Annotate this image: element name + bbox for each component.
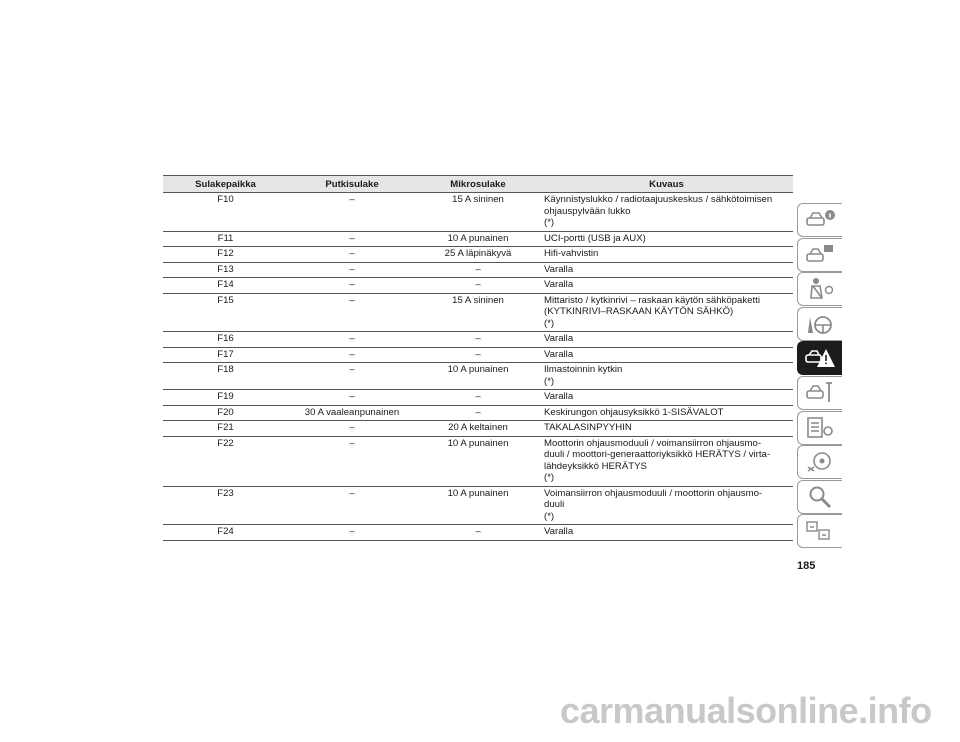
description-line: duuli / moottori-generaattoriyksikkö HERÄTYS / virta- bbox=[544, 449, 771, 460]
cell-cartridge-fuse: – bbox=[288, 525, 416, 541]
chapter-tab-steering-wheel[interactable] bbox=[797, 307, 842, 341]
cell-cartridge-fuse: – bbox=[288, 363, 416, 390]
cell-cavity: F16 bbox=[163, 332, 288, 348]
description-line: duuli bbox=[544, 499, 565, 510]
cell-description bbox=[540, 421, 793, 437]
table-row bbox=[163, 363, 793, 390]
cell-cavity: F14 bbox=[163, 278, 288, 294]
cell-cavity: F12 bbox=[163, 247, 288, 263]
cell-cavity: F10 bbox=[163, 193, 288, 232]
table-row bbox=[163, 247, 793, 263]
cell-cavity: F20 bbox=[163, 405, 288, 421]
table-row bbox=[163, 436, 793, 486]
description-line: Varalla bbox=[544, 333, 574, 344]
cell-cavity: F11 bbox=[163, 231, 288, 247]
header-mini-fuse: Mikrosulake bbox=[416, 176, 540, 193]
cell-mini-fuse: 10 A punainen bbox=[416, 363, 540, 390]
cell-description bbox=[540, 390, 793, 406]
table-row bbox=[163, 278, 793, 294]
table-body bbox=[163, 193, 793, 541]
cell-cartridge-fuse: – bbox=[288, 421, 416, 437]
cell-description bbox=[540, 278, 793, 294]
cell-description bbox=[540, 363, 793, 390]
cell-cartridge-fuse: – bbox=[288, 193, 416, 232]
description-line: (*) bbox=[544, 317, 555, 329]
description-line: (*) bbox=[544, 472, 555, 483]
chapter-tab-multimedia[interactable] bbox=[797, 445, 842, 479]
cell-mini-fuse: 10 A punainen bbox=[416, 231, 540, 247]
cell-cartridge-fuse: – bbox=[288, 347, 416, 363]
description-line: Voimansiirron ohjausmoduuli / moottorin ohjausmo- bbox=[544, 487, 763, 499]
cell-cartridge-fuse: – bbox=[288, 436, 416, 486]
cell-cartridge-fuse: – bbox=[288, 486, 416, 525]
description-line: (*) bbox=[544, 375, 555, 387]
table-header-row bbox=[163, 176, 793, 193]
cell-description bbox=[540, 247, 793, 263]
cell-description bbox=[540, 332, 793, 348]
cell-description bbox=[540, 293, 793, 332]
table-row bbox=[163, 421, 793, 437]
chapter-tab-car-info[interactable] bbox=[797, 203, 842, 237]
chapter-tab-index-search[interactable] bbox=[797, 480, 842, 514]
cell-mini-fuse: 20 A keltainen bbox=[416, 421, 540, 437]
description-line: (*) bbox=[544, 510, 555, 522]
chapter-tab-specifications-list[interactable] bbox=[797, 411, 842, 445]
cell-description bbox=[540, 347, 793, 363]
description-line: Varalla bbox=[544, 263, 574, 275]
chapter-tab-nav bbox=[797, 203, 842, 549]
cell-mini-fuse: 15 A sininen bbox=[416, 193, 540, 232]
fuse-table bbox=[163, 175, 793, 541]
description-line: ohjauspylvään lukko bbox=[544, 205, 631, 217]
description-line: (*) bbox=[544, 217, 555, 228]
cell-mini-fuse: 25 A läpinäkyvä bbox=[416, 247, 540, 263]
cell-mini-fuse: – bbox=[416, 262, 540, 278]
chapter-tab-seatbelt-safety[interactable] bbox=[797, 272, 842, 306]
description-line: (KYTKINRIVI–RASKAAN KÄYTÖN SÄHKÖ) bbox=[544, 306, 734, 317]
header-description: Kuvaus bbox=[540, 176, 793, 193]
description-line: Käynnistyslukko / radiotaajuuskeskus / sähkötoimisen bbox=[544, 194, 773, 205]
cell-cavity: F18 bbox=[163, 363, 288, 390]
table-row bbox=[163, 193, 793, 232]
cell-cartridge-fuse: – bbox=[288, 293, 416, 332]
cell-cavity: F13 bbox=[163, 262, 288, 278]
cell-mini-fuse: – bbox=[416, 278, 540, 294]
description-line: Varalla bbox=[544, 526, 574, 537]
cell-description bbox=[540, 405, 793, 421]
cell-cavity: F23 bbox=[163, 486, 288, 525]
description-line: Keskirungon ohjausyksikkö 1-SISÄVALOT bbox=[544, 406, 724, 418]
cell-cavity: F15 bbox=[163, 293, 288, 332]
cell-mini-fuse: – bbox=[416, 390, 540, 406]
cell-mini-fuse: – bbox=[416, 525, 540, 541]
cell-cartridge-fuse: 30 A vaaleanpunainen bbox=[288, 405, 416, 421]
chapter-tab-language[interactable] bbox=[797, 514, 842, 548]
cell-cartridge-fuse: – bbox=[288, 262, 416, 278]
table-row bbox=[163, 262, 793, 278]
description-line: Varalla bbox=[544, 391, 574, 402]
table-row bbox=[163, 525, 793, 541]
cell-cavity: F22 bbox=[163, 436, 288, 486]
header-cavity: Sulakepaikka bbox=[163, 176, 288, 193]
description-line: Varalla bbox=[544, 348, 574, 360]
cell-cartridge-fuse: – bbox=[288, 390, 416, 406]
watermark: carmanualsonline.info bbox=[560, 690, 932, 731]
description-line: Varalla bbox=[544, 279, 574, 290]
table-row bbox=[163, 390, 793, 406]
cell-cavity: F21 bbox=[163, 421, 288, 437]
cell-description bbox=[540, 436, 793, 486]
description-line: Mittaristo / kytkinrivi – raskaan käytön sähköpaketti bbox=[544, 294, 760, 306]
cell-cavity: F17 bbox=[163, 347, 288, 363]
cell-mini-fuse: – bbox=[416, 332, 540, 348]
description-line: Moottorin ohjausmoduuli / voimansiirron ohjausmo- bbox=[544, 437, 762, 449]
cell-cavity: F24 bbox=[163, 525, 288, 541]
cell-mini-fuse: 10 A punainen bbox=[416, 486, 540, 525]
cell-description bbox=[540, 231, 793, 247]
page-number: 185 bbox=[797, 560, 816, 572]
table-row bbox=[163, 332, 793, 348]
cell-cavity: F19 bbox=[163, 390, 288, 406]
cell-mini-fuse: – bbox=[416, 405, 540, 421]
table-row bbox=[163, 347, 793, 363]
table-row bbox=[163, 231, 793, 247]
cell-cartridge-fuse: – bbox=[288, 247, 416, 263]
cell-description bbox=[540, 486, 793, 525]
cell-description bbox=[540, 262, 793, 278]
description-line: UCI-portti (USB ja AUX) bbox=[544, 232, 646, 244]
cell-cartridge-fuse: – bbox=[288, 278, 416, 294]
description-line: TAKALASINPYYHIN bbox=[544, 422, 632, 433]
cell-description bbox=[540, 525, 793, 541]
table-row bbox=[163, 486, 793, 525]
header-cartridge-fuse: Putkisulake bbox=[288, 176, 416, 193]
table-row bbox=[163, 293, 793, 332]
cell-mini-fuse: – bbox=[416, 347, 540, 363]
chapter-tab-car-message[interactable] bbox=[797, 238, 842, 272]
cell-description bbox=[540, 193, 793, 232]
description-line: Ilmastoinnin kytkin bbox=[544, 364, 623, 375]
table-row bbox=[163, 405, 793, 421]
cell-mini-fuse: 15 A sininen bbox=[416, 293, 540, 332]
description-line: lähdeyksikkö HERÄTYS bbox=[544, 460, 647, 472]
chapter-tab-roadside-emergency[interactable] bbox=[797, 341, 842, 375]
chapter-tab-service-tools[interactable] bbox=[797, 376, 842, 410]
cell-cartridge-fuse: – bbox=[288, 332, 416, 348]
description-line: Hifi-vahvistin bbox=[544, 248, 599, 259]
cell-cartridge-fuse: – bbox=[288, 231, 416, 247]
cell-mini-fuse: 10 A punainen bbox=[416, 436, 540, 486]
